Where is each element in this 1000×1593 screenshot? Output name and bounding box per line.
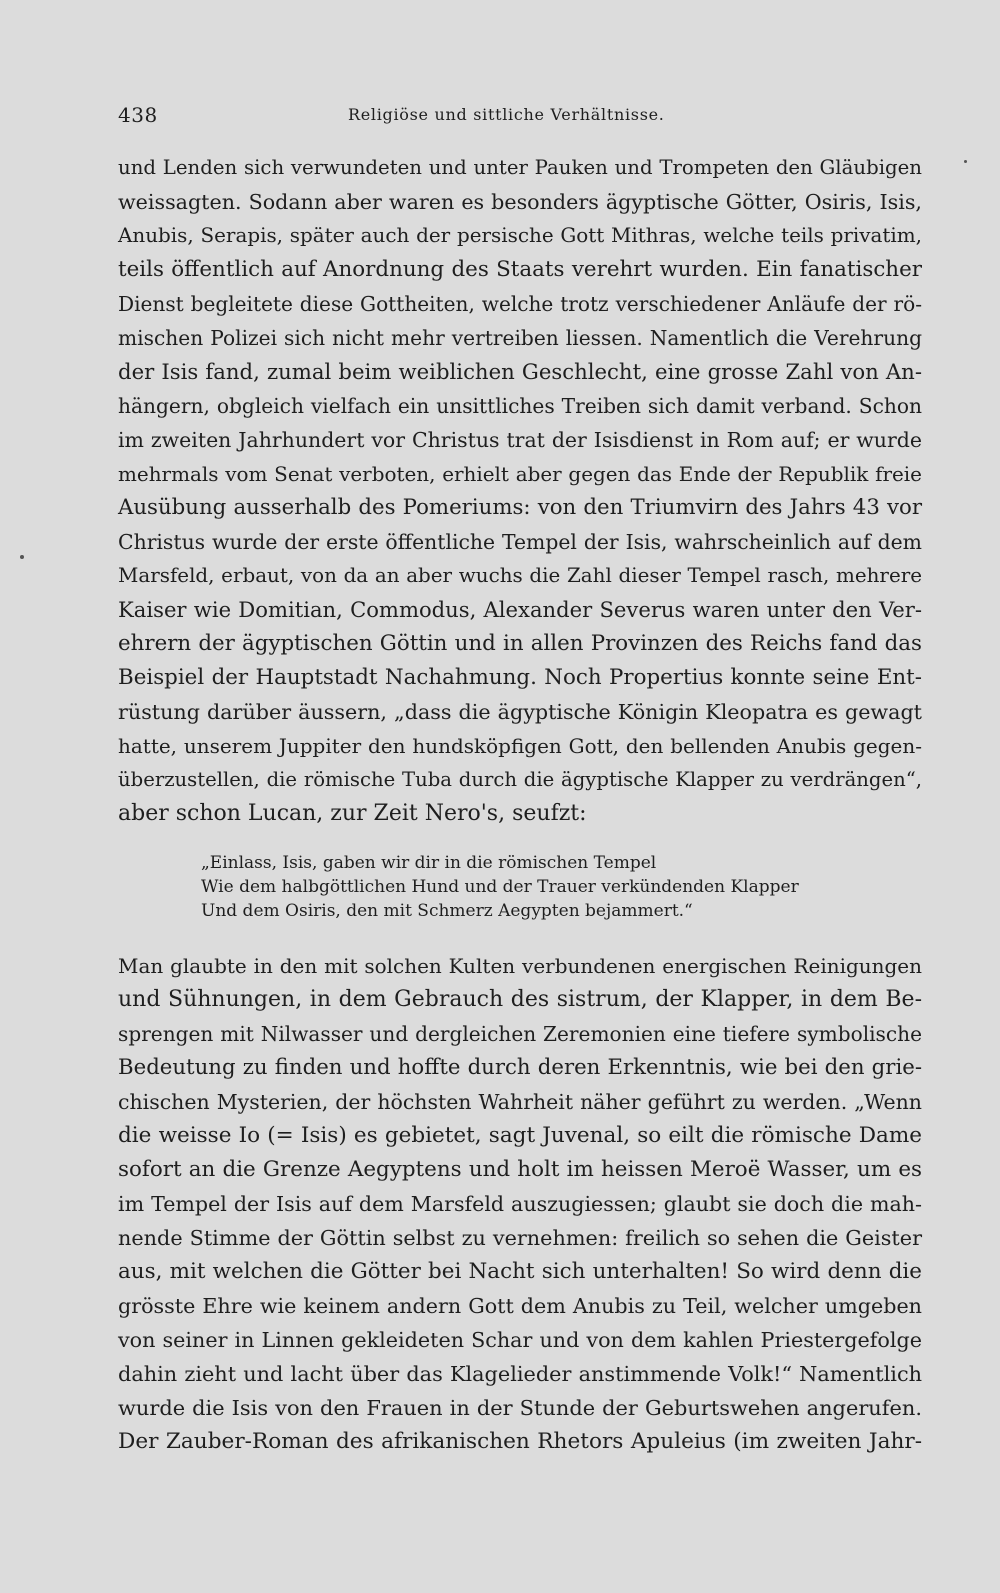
text-line: im Tempel der Isis auf dem Marsfeld auszugiessen; glaubt sie doch die mah- [118,1192,922,1216]
text-line: mehrmals vom Senat verboten, erhielt aber gegen das Ende der Republik freie [118,462,922,486]
text-line: sprengen mit Nilwasser und dergleichen Zeremonien eine tiefere symbolische [118,1022,922,1046]
text-line: Bedeutung zu finden und hoffte durch deren Erkenntnis, wie bei den grie- [118,1055,922,1080]
text-line: mischen Polizei sich nicht mehr vertreiben liessen. Namentlich die Verehrung [118,326,922,350]
text-line: überzustellen, die römische Tuba durch die ägyptische Klapper zu verdrängen“, [118,768,922,791]
text-line: wurde die Isis von den Frauen in der Stunde der Geburtswehen angerufen. [118,1396,922,1420]
text-line: Christus wurde der erste öffentliche Tempel der Isis, wahrscheinlich auf dem [118,530,922,554]
text-line: grösste Ehre wie keinem andern Gott dem Anubis zu Teil, welcher umgeben [118,1294,922,1318]
text-line: Kaiser wie Domitian, Commodus, Alexander Severus waren unter den Ver- [118,597,922,622]
text-line: sofort an die Grenze Aegyptens und holt im heissen Meroë Wasser, um es [118,1157,922,1182]
text-line: teils öffentlich auf Anordnung des Staats verehrt wurden. Ein fanatischer [118,257,922,282]
text-line: ehrern der ägyptischen Göttin und in allen Provinzen des Reichs fand das [118,631,922,656]
text-line: Anubis, Serapis, später auch der persische Gott Mithras, welche teils privatim, [118,224,922,247]
text-line: Dienst begleitete diese Gottheiten, welche trotz verschiedener Anläufe der rö- [118,292,922,316]
text-line: und Lenden sich verwundeten und unter Pauken und Trompeten den Gläubigen [118,156,922,179]
text-line: nende Stimme der Göttin selbst zu vernehmen: freilich so sehen die Geister [118,1226,922,1250]
verse-line: Wie dem halbgöttlichen Hund und der Trauer verkündenden Klapper [201,877,799,897]
text-line: der Isis fand, zumal beim weiblichen Geschlecht, eine grosse Zahl von An- [118,359,922,384]
text-line: aus, mit welchen die Götter bei Nacht sich unterhalten! So wird denn die [118,1259,922,1284]
text-line: Ausübung ausserhalb des Pomeriums: von den Triumvirn des Jahrs 43 vor [118,495,922,520]
text-line: aber schon Lucan, zur Zeit Nero's, seufzt: [118,801,587,826]
verse-quotation [201,851,881,923]
text-line: im zweiten Jahrhundert vor Christus trat der Isisdienst in Rom auf; er wurde [118,428,922,452]
text-line: die weisse Io (= Isis) es gebietet, sagt Juvenal, so eilt die römische Dame [118,1123,922,1148]
text-line: Der Zauber-Roman des afrikanischen Rhetors Apuleius (im zweiten Jahr- [118,1429,922,1454]
print-speck [964,160,967,163]
page-header [118,101,683,131]
print-speck [20,555,24,559]
text-line: chischen Mysterien, der höchsten Wahrheit näher geführt zu werden. „Wenn [118,1090,922,1114]
paragraph-2 [118,949,922,1459]
verse-line: Und dem Osiris, den mit Schmerz Aegypten bejammert.“ [201,901,693,921]
text-line: Man glaubte in den mit solchen Kulten verbundenen energischen Reinigungen [118,954,922,978]
text-line: Beispiel der Hauptstadt Nachahmung. Noch Propertius konnte seine Ent- [118,665,922,690]
text-line: weissagten. Sodann aber waren es besonders ägyptische Götter, Osiris, Isis, [118,190,922,214]
page-number: 438 [118,103,158,127]
text-line: dahin zieht und lacht über das Klagelieder anstimmende Volk!“ Namentlich [118,1362,922,1386]
text-line: hängern, obgleich vielfach ein unsittliches Treiben sich damit verband. Schon [118,394,922,418]
paragraph-1 [118,151,922,831]
text-line: rüstung darüber äussern, „dass die ägyptische Königin Kleopatra es gewagt [118,700,922,724]
text-line: hatte, unserem Juppiter den hundsköpfigen Gott, den bellenden Anubis gegen- [118,734,922,758]
running-title: Religiöse und sittliche Verhältnisse. [348,105,665,124]
verse-line: „Einlass, Isis, gaben wir dir in die römischen Tempel [201,853,657,873]
text-line: Marsfeld, erbaut, von da an aber wuchs die Zahl dieser Tempel rasch, mehrere [118,564,922,587]
text-line: von seiner in Linnen gekleideten Schar und von dem kahlen Priestergefolge [118,1328,922,1352]
text-line: und Sühnungen, in dem Gebrauch des sistrum, der Klapper, in dem Be- [118,987,922,1012]
